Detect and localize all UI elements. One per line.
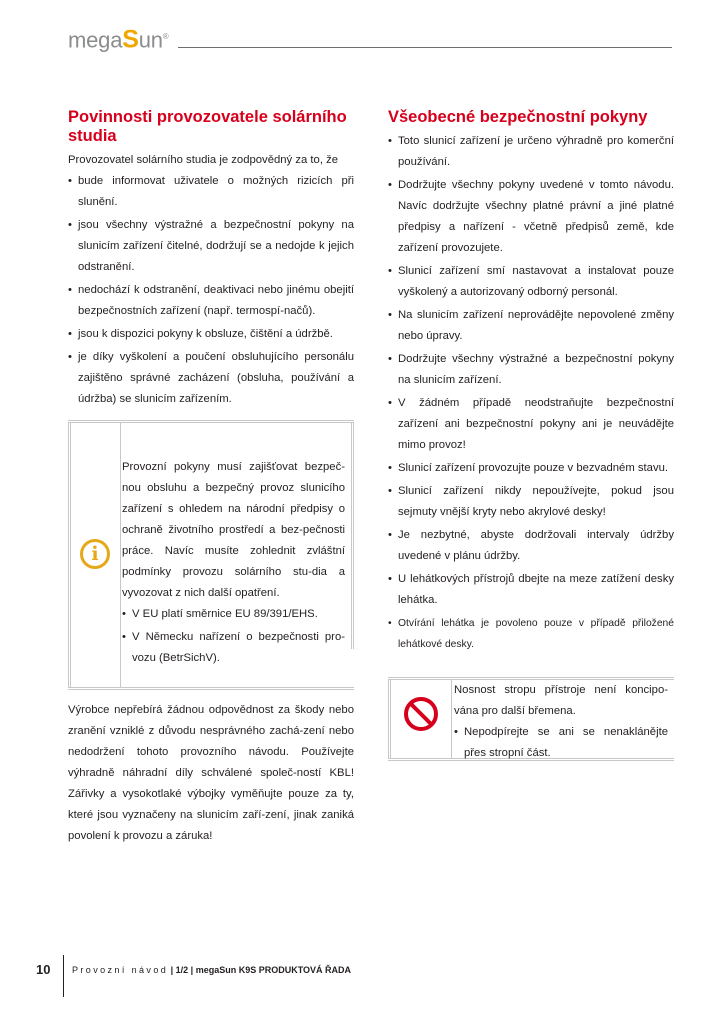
left-heading: Povinnosti provozovatele solárního studia <box>68 108 347 145</box>
info-text: Provozní pokyny musí zajišťovat bezpeč-nou obsluhu a bezpečný provoz slunicího zařízení s ohledem na národní předpisy o ochraně životního prostředí a bez-pečnosti práce. Navíc musíte zohlednit zvláštní podmínky provozu solárního stu-dia a vyvozovat z nich další opatření. <box>122 461 345 599</box>
warning-text-cell <box>454 680 668 766</box>
right-heading: Všeobecné bezpečnostní pokyny <box>388 108 648 126</box>
left-intro: Provozovatel solárního studia je zodpovědný za to, že <box>68 154 339 166</box>
header-rule <box>178 47 672 48</box>
info-icon: i <box>80 539 110 569</box>
list-item: • jsou k dispozici pokyny k obsluze, čištění a údržbě. <box>68 324 354 345</box>
page-number: 10 <box>36 962 51 977</box>
liability-note: Výrobce nepřebírá žádnou odpovědnost za škody nebo zranění vzniklé z důvodu nesprávného zachá-zení nebo nedodržení tohoto provozního návodu. Používejte výhradně náhradní díly schválené společ-ností KBL! Zářivky a vysokotlaké výbojky vyměňujte pouze za ty, které jsou vyznačeny na slunicím zaří-zení, jinak zaniká povolení k provozu a záruka! <box>68 704 354 842</box>
info-list <box>122 604 345 669</box>
list-item: • Dodržujte všechny pokyny uvedené v tomto návodu. Navíc dodržujte všechny platné právní a jiné platné předpisy a nařízení - včetně předpisů země, kde zařízení provozujete. <box>388 175 674 259</box>
warning-icon-cell <box>388 680 452 758</box>
warning-box <box>388 677 674 761</box>
footer-caption: Provozní návod | 1/2 | megaSun K9S PRODUKTOVÁ ŘADA <box>72 965 352 975</box>
list-item: • jsou všechny výstražné a bezpečnostní pokyny na slunicím zařízení čitelné, dodržují se a nedojde k jejich odstranění. <box>68 215 354 278</box>
list-item: • je díky vyškolení a poučení obsluhujícího personálu zajištěno správné zacházení (obsluha, používání a údržba) se slunicím zařízením. <box>68 347 354 410</box>
right-list <box>388 131 674 655</box>
prohibition-icon <box>403 696 439 732</box>
info-text-cell <box>122 423 354 664</box>
right-column <box>388 108 674 761</box>
list-item: • Slunicí zařízení nikdy nepoužívejte, pokud jsou sejmuty vnější kryty nebo akrylové desky! <box>388 481 674 523</box>
warning-list <box>454 722 668 764</box>
list-item: • V EU platí směrnice EU 89/391/EHS. <box>122 604 345 625</box>
list-item: • V Německu nařízení o bezpečnosti pro-vozu (BetrSichV). <box>122 627 345 669</box>
list-item: • V žádném případě neodstraňujte bezpečnostní zařízení ani bezpečnostní pokyny ani je neuvádějte mimo provoz! <box>388 393 674 456</box>
info-note-box <box>68 420 354 690</box>
list-item: • bude informovat uživatele o možných rizicích při slunění. <box>68 171 354 213</box>
list-item: • Na slunicím zařízení neprovádějte nepovolené změny nebo úpravy. <box>388 305 674 347</box>
list-item: • Je nezbytné, abyste dodržovali intervaly údržby uvedené v plánu údržby. <box>388 525 674 567</box>
list-item: • Slunicí zařízení smí nastavovat a instalovat pouze vyškolený a autorizovaný odborný personál. <box>388 261 674 303</box>
list-item: • Dodržujte všechny výstražné a bezpečnostní pokyny na slunicím zařízení. <box>388 349 674 391</box>
warning-text: Nosnost stropu přístroje není koncipo-vána pro další břemena. <box>454 684 668 717</box>
info-icon-cell <box>68 423 121 687</box>
list-item: • Slunicí zařízení provozujte pouze v bezvadném stavu. <box>388 458 674 479</box>
footer-rule <box>63 955 64 997</box>
brand-logo: megaSun® <box>68 25 169 54</box>
left-column <box>68 108 354 847</box>
left-list <box>68 171 354 410</box>
list-item: • nedochází k odstranění, deaktivaci nebo jinému obejití bezpečnostních zařízení (např. termospí-načů). <box>68 280 354 322</box>
list-item: • Nepodpírejte se ani se nenaklánějte přes stropní část. <box>454 722 668 764</box>
list-item: • Toto slunicí zařízení je určeno výhradně pro komerční používání. <box>388 131 674 173</box>
list-item: • U lehátkových přístrojů dbejte na meze zatížení desky lehátka. <box>388 569 674 611</box>
list-item: • Otvírání lehátka je povoleno pouze v případě přiložené lehátkové desky. <box>388 613 674 655</box>
